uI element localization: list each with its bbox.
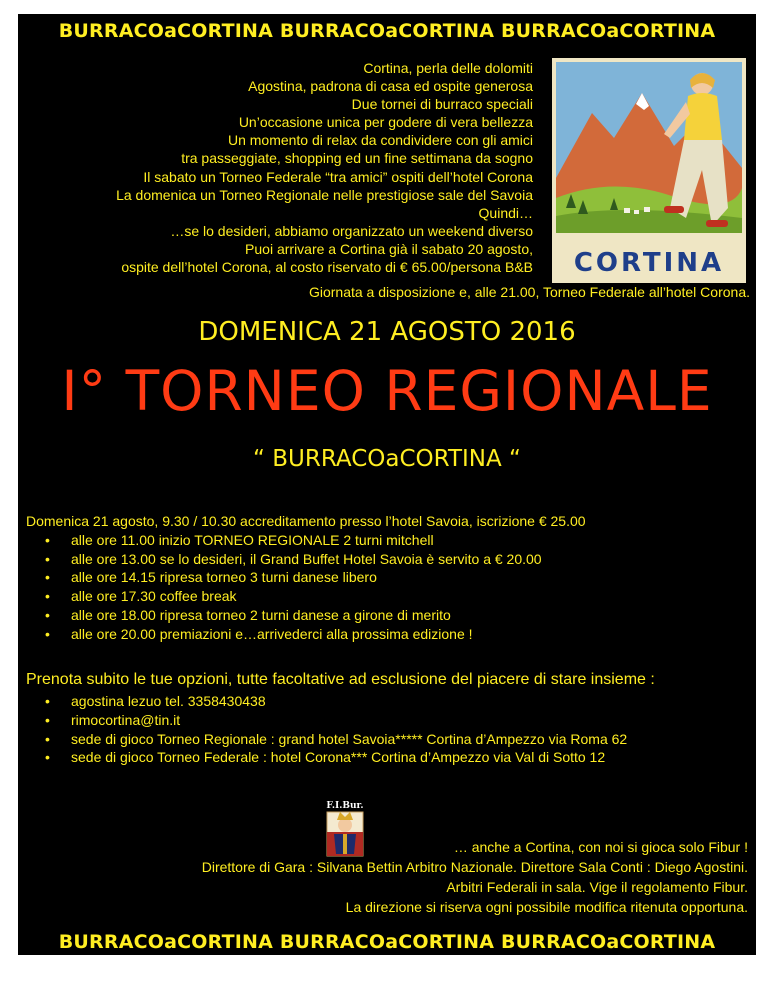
intro-line: Un’occasione unica per godere di vera bellezza: [238, 114, 533, 131]
intro-text: [18, 59, 533, 276]
schedule-section: [26, 512, 586, 644]
closing-line: … anche a Cortina, con noi si gioca solo Fibur !: [453, 839, 748, 855]
schedule-item: • alle ore 14.15 ripresa torneo 3 turni danese libero: [26, 568, 586, 587]
schedule-item: • alle ore 13.00 se lo desideri, il Grand Buffet Hotel Savoia è servito a € 20.00: [26, 550, 586, 569]
event-poster: [18, 14, 756, 955]
closing-line: Arbitri Federali in sala. Vige il regolamento Fibur.: [446, 879, 748, 895]
booking-heading: Prenota subito le tue opzioni, tutte facoltative ad esclusione del piacere di stare insieme :: [26, 671, 655, 688]
contact-item: • rimocortina@tin.it: [26, 711, 627, 730]
schedule-list: [26, 531, 586, 644]
top-banner: BURRACOaCORTINA BURRACOaCORTINA BURRACOaCORTINA: [58, 20, 716, 42]
intro-line: Puoi arrivare a Cortina già il sabato 20 agosto,: [245, 240, 533, 257]
intro-line: La domenica un Torneo Regionale nelle prestigiose sale del Savoia: [116, 186, 533, 203]
intro-line: Due tornei di burraco speciali: [351, 96, 533, 113]
fibur-logo-text: F.I.Bur.: [326, 801, 364, 811]
intro-line: …se lo desideri, abbiamo organizzato un weekend diverso: [170, 222, 533, 239]
intro-line: Quindi…: [478, 204, 533, 221]
schedule-item: • alle ore 18.00 ripresa torneo 2 turni danese a girone di merito: [26, 606, 586, 625]
contact-list: [26, 692, 627, 767]
contact-item: • sede di gioco Torneo Federale : hotel Corona*** Cortina d’Ampezzo via Val di Sotto 12: [26, 748, 627, 767]
poster-caption: CORTINA: [573, 248, 725, 278]
schedule-item: • alle ore 20.00 premiazioni e…arrivederci alla prossima edizione !: [26, 625, 586, 644]
saturday-note: Giornata a disposizione e, alle 21.00, Torneo Federale all’hotel Corona.: [308, 284, 750, 300]
event-date: DOMENICA 21 AGOSTO 2016: [198, 317, 576, 347]
event-subtitle: “ BURRACOaCORTINA “: [253, 446, 521, 472]
event-title: I° TORNEO REGIONALE: [61, 359, 713, 423]
schedule-intro: Domenica 21 agosto, 9.30 / 10.30 accreditamento presso l’hotel Savoia, iscrizione € 25.00: [26, 513, 586, 529]
closing-line: La direzione si riserva ogni possibile modifica ritenuta opportuna.: [345, 899, 748, 915]
bottom-banner: BURRACOaCORTINA BURRACOaCORTINA BURRACOaCORTINA: [58, 931, 716, 953]
intro-line: Un momento di relax da condividere con gli amici: [227, 132, 533, 149]
contact-item: • sede di gioco Torneo Regionale : grand hotel Savoia***** Cortina d’Ampezzo via Roma 62: [26, 730, 627, 749]
contact-item: • agostina lezuo tel. 3358430438: [26, 692, 627, 711]
closing-line: Direttore di Gara : Silvana Bettin Arbitro Nazionale. Direttore Sala Conti : Diego Agostini.: [201, 859, 748, 875]
intro-line: Il sabato un Torneo Federale “tra amici” ospiti dell’hotel Corona: [143, 168, 533, 185]
schedule-item: • alle ore 11.00 inizio TORNEO REGIONALE 2 turni mitchell: [26, 531, 586, 550]
intro-line: ospite dell’hotel Corona, al costo riservato di € 65.00/persona B&B: [121, 259, 533, 276]
schedule-item: • alle ore 17.30 coffee break: [26, 587, 586, 606]
intro-line: tra passeggiate, shopping ed un fine settimana da sogno: [181, 150, 533, 167]
intro-line: Agostina, padrona di casa ed ospite generosa: [248, 78, 533, 95]
closing-text: [202, 837, 748, 917]
intro-line: Cortina, perla delle dolomiti: [363, 60, 533, 76]
cortina-vintage-poster: [552, 58, 746, 283]
